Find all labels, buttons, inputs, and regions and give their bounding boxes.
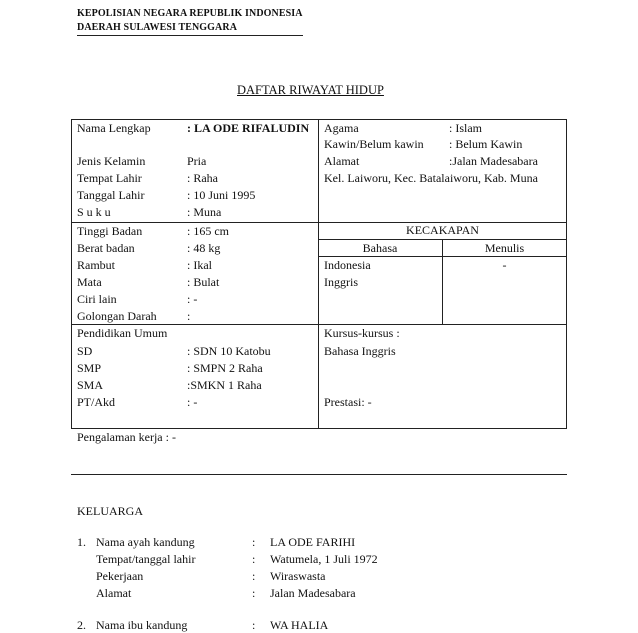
smp-value: : SMPN 2 Raha (187, 361, 263, 375)
kawin-label: Kawin/Belum kawin (324, 137, 424, 151)
keluarga-title: KELUARGA (77, 504, 143, 518)
ttl-label: Tempat/tanggal lahir (96, 552, 196, 566)
page-title: DAFTAR RIWAYAT HIDUP (237, 83, 384, 97)
pengalaman-kerja: Pengalaman kerja : - (77, 430, 176, 444)
bahasa-inggris: Inggris (324, 275, 358, 289)
smp-label: SMP (77, 361, 102, 375)
sma-value: :SMKN 1 Raha (187, 378, 262, 392)
golongan-darah-value: : (187, 309, 191, 323)
pengalaman-bottom-line (71, 474, 567, 475)
kursus-value: Bahasa Inggris (324, 344, 396, 358)
berat-label: Berat badan (77, 241, 135, 255)
suku-label: S u k u (77, 205, 111, 219)
alamat-keluarga-value: Jalan Madesabara (270, 586, 356, 600)
kecakapan-title: KECAKAPAN (406, 223, 479, 237)
menulis-value: - (502, 258, 507, 272)
table-right-border (566, 119, 567, 428)
jenis-kelamin-value: Pria (187, 154, 207, 168)
alamat-keluarga-label: Alamat (96, 586, 132, 600)
tempat-lahir-value: : Raha (187, 171, 218, 185)
alamat-label: Alamat (324, 154, 360, 168)
berat-value: : 48 kg (187, 241, 221, 255)
tanggal-lahir-value: : 10 Juni 1995 (187, 188, 256, 202)
table-row-divider-3 (71, 428, 567, 429)
ttl-colon: : (252, 552, 256, 566)
alamat-keluarga-colon: : (252, 586, 256, 600)
bahasa-indonesia: Indonesia (324, 258, 371, 272)
ibu-value: WA HALIA (270, 618, 329, 632)
kecakapan-col-bahasa: Bahasa (362, 241, 398, 255)
golongan-darah-label: Golongan Darah (77, 309, 157, 323)
pt-label: PT/Akd (77, 395, 116, 409)
rambut-label: Rambut (77, 258, 115, 272)
tanggal-lahir-label: Tanggal Lahir (77, 188, 145, 202)
table-row-divider-2 (71, 324, 567, 325)
suku-value: : Muna (187, 205, 222, 219)
ciri-lain-label: Ciri lain (77, 292, 117, 306)
nama-value: : LA ODE RIFALUDIN (187, 121, 310, 135)
ayah-label: Nama ayah kandung (96, 535, 195, 549)
ayah-colon: : (252, 535, 256, 549)
agama-label: Agama (324, 121, 359, 135)
alamat-value: :Jalan Madesabara (449, 154, 538, 168)
header-line-1: KEPOLISIAN NEGARA REPUBLIK INDONESIA (77, 8, 303, 19)
kursus-title: Kursus-kursus : (324, 326, 400, 340)
pekerjaan-value: Wiraswasta (270, 569, 326, 583)
item-1-number: 1. (77, 535, 86, 549)
table-middle-divider (318, 119, 319, 428)
nama-label: Nama Lengkap (77, 121, 151, 135)
kawin-value: : Belum Kawin (449, 137, 523, 151)
mata-value: : Bulat (187, 275, 220, 289)
pekerjaan-colon: : (252, 569, 256, 583)
header-underline (77, 35, 303, 36)
table-top-border (71, 119, 567, 120)
sd-label: SD (77, 344, 93, 358)
prestasi: Prestasi: - (324, 395, 372, 409)
mata-label: Mata (77, 275, 102, 289)
ibu-label: Nama ibu kandung (96, 618, 188, 632)
pt-value: : - (187, 395, 198, 409)
rambut-value: : Ikal (187, 258, 212, 272)
alamat-continuation: Kel. Laiworu, Kec. Batalaiworu, Kab. Muna (324, 171, 538, 185)
tempat-lahir-label: Tempat Lahir (77, 171, 142, 185)
jenis-kelamin-label: Jenis Kelamin (77, 154, 146, 168)
ttl-value: Watumela, 1 Juli 1972 (270, 552, 378, 566)
ciri-lain-value: : - (187, 292, 198, 306)
table-left-border (71, 119, 72, 428)
tinggi-label: Tinggi Badan (77, 224, 143, 238)
ibu-colon: : (252, 618, 256, 632)
item-2-number: 2. (77, 618, 86, 632)
pekerjaan-label: Pekerjaan (96, 569, 144, 583)
sd-value: : SDN 10 Katobu (187, 344, 271, 358)
tinggi-value: : 165 cm (187, 224, 229, 238)
kecakapan-col-menulis: Menulis (484, 241, 525, 255)
header-line-2: DAERAH SULAWESI TENGGARA (77, 22, 238, 33)
agama-value: : Islam (449, 121, 482, 135)
sma-label: SMA (77, 378, 104, 392)
pendidikan-title: Pendidikan Umum (77, 326, 168, 340)
ayah-value: LA ODE FARIHI (270, 535, 356, 549)
